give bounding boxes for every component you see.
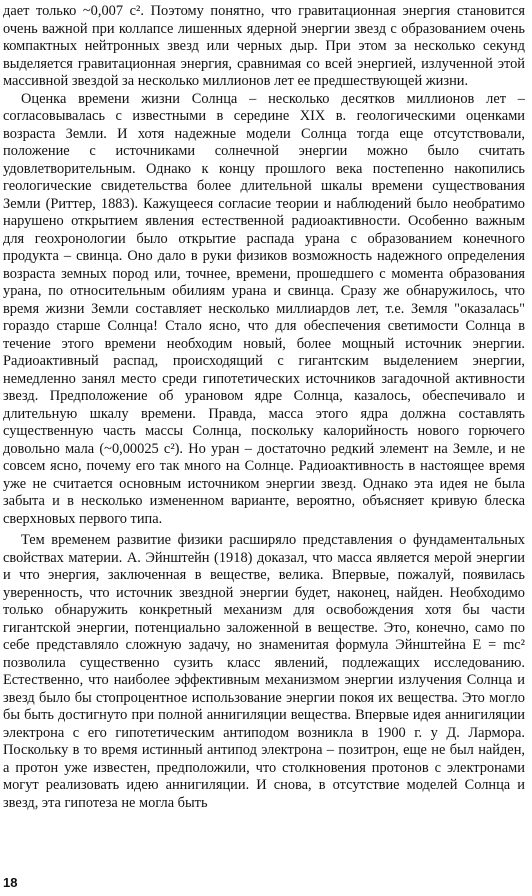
page-number: 18 (3, 875, 18, 890)
document-page (3, 3, 525, 812)
paragraph-sun-lifetime: Оценка времени жизни Солнца – несколько десятков миллионов лет – согласовывалась с известными в середине XIX в. геологическими оценками возраста Земли. И хотя надежные модели Солнца тогда еще отсутствовали, положение с источниками солнечной энергии можно было считать удовлетворительным. Однако к концу прошлого века постепенно накопились геологические свидетельства более длительной шкалы времени существования Земли (Риттер, 1883). Кажущееся согласие теории и наблюдений было необратимо нарушено открытием явления естественной радиоактивности. Особенно важным для геохронологии было открытие распада урана с образованием конечного продукта – свинца. Оно дало в руки физиков возможность надежного определения возраста земных пород или, точнее, времени, прошедшего с момента образования урана, по относительным обилиям урана и свинца. Сразу же обнаружилось, что время жизни Земли составляет несколько миллиардов лет, т.е. Земля "оказалась" гораздо старше Солнца! Стало ясно, что для обеспечения светимости Солнца в течение этого времени необходим новый, более мощный источник энергии. Радиоактивный распад, происходящий с гигантским выделением энергии, немедленно занял место среди гипотетических источников загадочной активности звезд. Предположение об урановом ядре Солнца, казалось, обеспечивало и длительную шкалу времени. Правда, масса этого ядра должна составлять существенную часть массы Солнца, поскольку калорийность нового горючего довольно мала (~0,00025 c²). Но уран – достаточно редкий элемент на Земле, и не совсем ясно, почему его так много на Солнце. Радиоактивность в настоящее время уже не считается основным источником энергии звезд. Однако эта идея не была забыта и в несколько измененном варианте, вероятно, объясняет кривую блеска сверхновых первого типа. (3, 90, 525, 527)
paragraph-einstein-mass-energy: Тем временем развитие физики расширяло представления о фундаментальных свойствах материи. А. Эйнштейн (1918) доказал, что масса является мерой энергии и что энергия, заключенная в веществе, велика. Впервые, пожалуй, появилась уверенность, что источник звездной энергии будет, наконец, найден. Необходимо только обнаружить конкретный механизм для освобождения хотя бы части гигантской энергии, потенциально заложенной в веществе. Это, конечно, само по себе представляло сложную задачу, но знаменитая формула Эйнштейна E = mc² позволила существенно сузить класс явлений, подлежащих исследованию. Естественно, что наиболее эффективным механизмом энергии излучения Солнца и звезд было бы стопроцентное использование энергии покоя их вещества. Это могло бы быть достигнуто при полной аннигиляции вещества. Впервые идея аннигиляции электрона с его гипотетическим антиподом возникла в 1900 г. у Д. Лармора. Поскольку в то время истинный антипод электрона – позитрон, еще не был найден, а протон уже известен, предположили, что столкновения протонов с электронами могут реализовать идею аннигиляции. И снова, в отсутствие моделей Солнца и звезд, эта гипотеза не могла быть (3, 532, 525, 811)
paragraph-gravitational-energy: дает только ~0,007 c². Поэтому понятно, что гравитационная энергия становится очень важной при коллапсе лишенных ядерной энергии звезд с образованием очень компактных нейтронных звезд или черных дыр. При этом за несколько секунд выделяется гравитационная энергия, сравнимая со всей энергией, излученной этой массивной звездой за несколько миллионов лет ее предшествующей жизни. (3, 3, 525, 89)
